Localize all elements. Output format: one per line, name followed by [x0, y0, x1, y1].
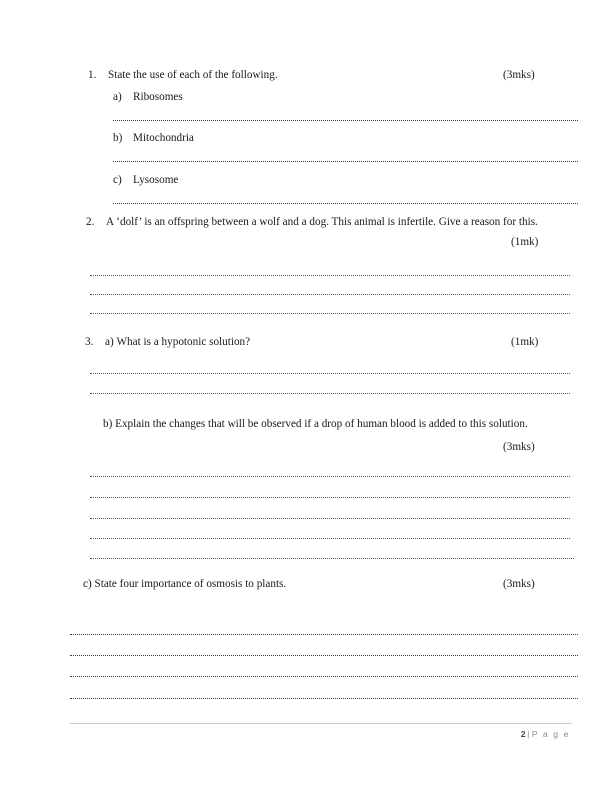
question-3b-marks: (3mks) [503, 441, 535, 453]
question-1-heading [88, 68, 278, 82]
question-2-number: 2. [86, 216, 95, 228]
answer-line[interactable] [113, 202, 578, 204]
question-3a-text: What is a hypotonic solution? [116, 336, 251, 348]
answer-line[interactable] [113, 119, 578, 121]
question-1c-label: c) [113, 174, 122, 186]
answer-line[interactable] [90, 372, 570, 374]
question-1-text: State the use of each of the following. [108, 69, 278, 81]
question-3b [103, 417, 528, 431]
answer-line[interactable] [90, 517, 570, 519]
answer-line[interactable] [90, 475, 570, 477]
question-3a-label-text [105, 335, 250, 349]
question-3b-text: Explain the changes that will be observed if a drop of human blood is added to this solution. [115, 418, 528, 430]
question-3b-label: b) [103, 418, 113, 430]
question-3-heading [85, 335, 250, 349]
answer-line[interactable] [70, 633, 578, 635]
question-1c-text: Lysosome [133, 174, 179, 186]
question-3c-label: c) [83, 578, 92, 590]
page-number: 2 [520, 729, 526, 739]
question-3a-marks: (1mk) [511, 336, 539, 348]
question-1b [113, 131, 194, 145]
answer-line[interactable] [90, 293, 570, 295]
answer-line[interactable] [90, 312, 570, 314]
answer-line[interactable] [70, 675, 578, 677]
question-3c-marks: (3mks) [503, 578, 535, 590]
question-1-marks: (3mks) [503, 69, 535, 81]
page-number-footer [521, 729, 570, 739]
page-word: P a g e [531, 729, 570, 739]
question-3b-label-text [103, 417, 528, 431]
answer-line[interactable] [90, 392, 570, 394]
answer-line[interactable] [90, 496, 570, 498]
question-1-number: 1. [88, 69, 97, 81]
answer-line[interactable] [113, 160, 578, 162]
footer-divider [70, 723, 572, 724]
answer-line[interactable] [90, 537, 570, 539]
question-3-number: 3. [85, 336, 94, 348]
answer-line[interactable] [90, 274, 570, 276]
question-1c [113, 173, 178, 187]
question-1a [113, 90, 183, 104]
question-3a-label: a) [105, 336, 114, 348]
question-1b-text: Mitochondria [133, 132, 194, 144]
page-separator: | [527, 729, 530, 739]
question-3c-text: State four importance of osmosis to plants. [94, 578, 287, 590]
question-3c [83, 577, 286, 591]
answer-line[interactable] [90, 557, 574, 559]
answer-line[interactable] [70, 697, 578, 699]
answer-line[interactable] [70, 654, 578, 656]
question-1b-label: b) [113, 132, 123, 144]
question-1a-text: Ribosomes [133, 91, 183, 103]
question-1a-label: a) [113, 91, 122, 103]
question-2-marks: (1mk) [511, 236, 539, 248]
question-3c-label-text [83, 577, 286, 591]
question-2-text: A ‘dolf’ is an offspring between a wolf and a dog. This animal is infertile. Give a reason for this. [106, 216, 538, 228]
question-2-heading [86, 215, 538, 229]
